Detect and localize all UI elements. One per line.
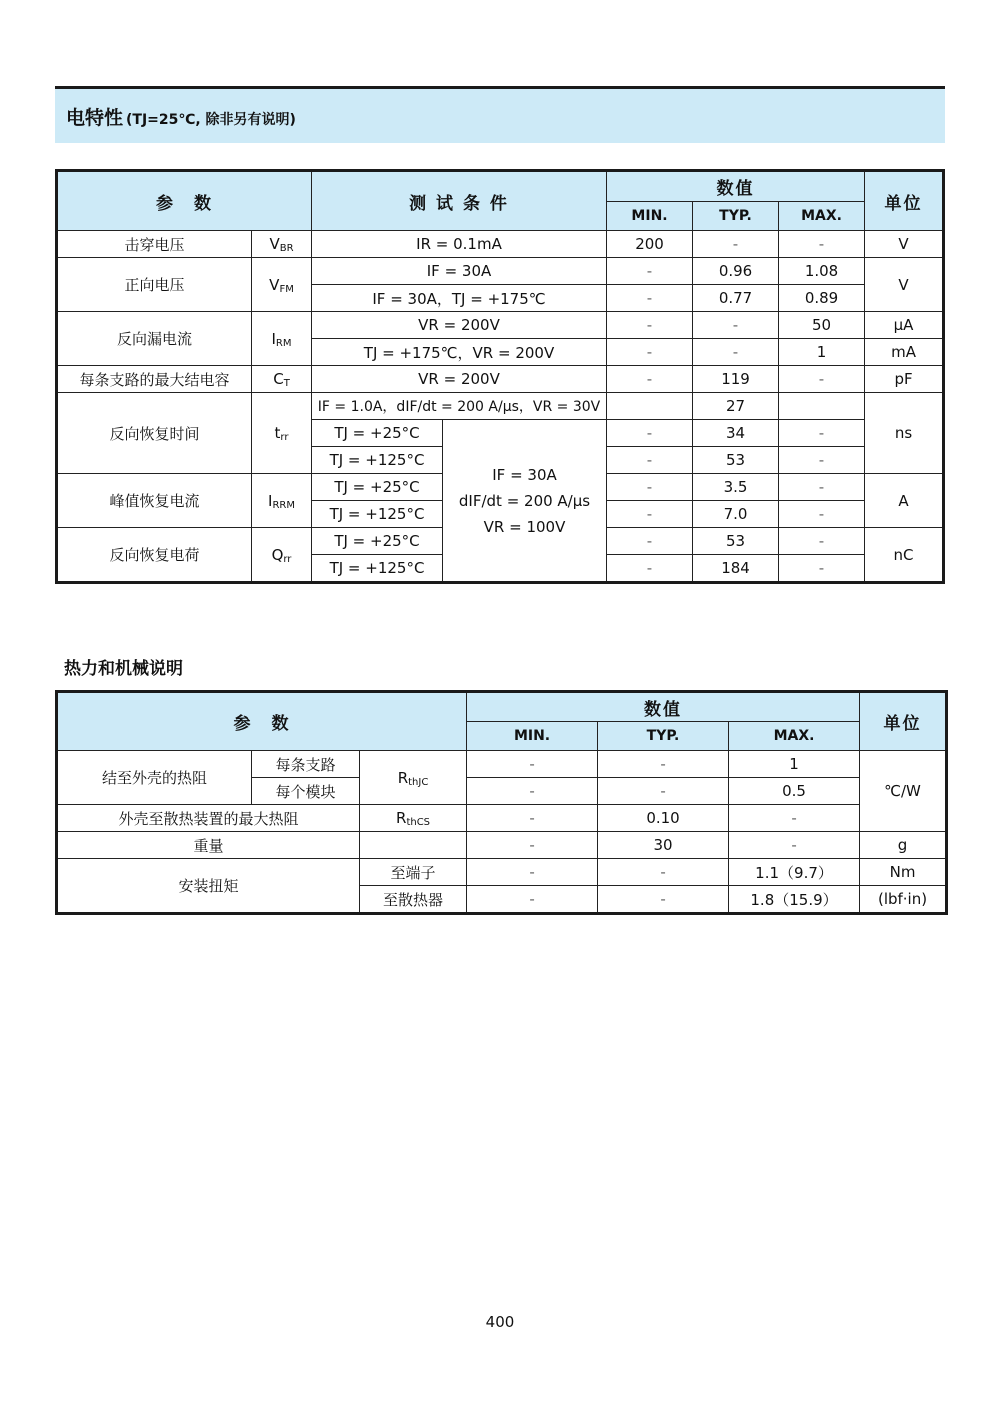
value-max: -	[779, 447, 865, 474]
value-max: -	[779, 555, 865, 583]
value-min: -	[467, 886, 598, 914]
value-typ: 30	[598, 832, 729, 859]
param-symbol	[252, 258, 312, 312]
value-min: -	[467, 832, 598, 859]
header-max: MAX.	[729, 722, 860, 751]
param-name: 每条支路的最大结电容	[57, 366, 252, 393]
temperature-condition: TJ = +25°C	[312, 474, 443, 501]
value-min: -	[607, 501, 693, 528]
param-symbol	[252, 393, 312, 474]
param-name: 安装扭矩	[57, 859, 360, 914]
table-row	[57, 751, 947, 778]
temperature-condition: TJ = +125°C	[312, 501, 443, 528]
value-max: -	[729, 805, 860, 832]
unit: Nm	[860, 859, 947, 886]
header-param: 参 数	[57, 171, 312, 231]
value-typ: -	[693, 231, 779, 258]
value-max	[779, 393, 865, 420]
header-param: 参 数	[57, 692, 467, 751]
param-name: 反向漏电流	[57, 312, 252, 366]
value-max: 1.08	[779, 258, 865, 285]
thermal-mechanical-table	[55, 690, 948, 915]
value-max: 1.8（15.9）	[729, 886, 860, 914]
test-condition: IF = 30A，TJ = +175℃	[312, 285, 607, 312]
page-number: 400	[485, 1313, 515, 1331]
symbol-sub: thCS	[406, 817, 431, 828]
value-typ: -	[693, 312, 779, 339]
value-max: -	[779, 366, 865, 393]
symbol-main: R	[396, 809, 407, 827]
header-max: MAX.	[779, 202, 865, 231]
param-symbol	[360, 832, 467, 859]
shared-cond-line3: VR = 100V	[483, 517, 566, 536]
header-min: MIN.	[467, 722, 598, 751]
unit: ns	[865, 393, 944, 474]
table-row	[57, 832, 947, 859]
symbol-sub: FM	[279, 283, 294, 295]
header-min: MIN.	[607, 202, 693, 231]
value-typ: -	[598, 778, 729, 805]
value-typ: -	[598, 886, 729, 914]
value-min: -	[467, 778, 598, 805]
header-test-condition: 测 试 条 件	[312, 171, 607, 231]
table-row	[57, 393, 944, 420]
symbol-main: I	[271, 329, 276, 348]
value-typ: 0.77	[693, 285, 779, 312]
header-values: 数值	[607, 171, 865, 202]
value-max: -	[779, 231, 865, 258]
param-symbol	[360, 805, 467, 832]
param-name: 重量	[57, 832, 360, 859]
param-symbol	[252, 528, 312, 583]
value-min: -	[607, 528, 693, 555]
value-max: -	[779, 474, 865, 501]
temperature-condition: TJ = +25°C	[312, 420, 443, 447]
value-min: -	[607, 447, 693, 474]
value-typ: 34	[693, 420, 779, 447]
param-name: 正向电压	[57, 258, 252, 312]
header-values: 数值	[467, 692, 860, 722]
symbol-main: V	[269, 235, 280, 253]
unit: V	[865, 231, 944, 258]
value-min: -	[467, 805, 598, 832]
test-condition: IF = 30A	[312, 258, 607, 285]
value-max: 50	[779, 312, 865, 339]
value-typ: -	[598, 859, 729, 886]
unit: pF	[865, 366, 944, 393]
test-condition: IR = 0.1mA	[312, 231, 607, 258]
unit: nC	[865, 528, 944, 583]
value-max: 1.1（9.7）	[729, 859, 860, 886]
value-min: -	[607, 285, 693, 312]
value-min: -	[467, 859, 598, 886]
header-typ: TYP.	[598, 722, 729, 751]
value-typ: 7.0	[693, 501, 779, 528]
sub-param: 每个模块	[252, 778, 360, 805]
symbol-sub: rr	[280, 432, 289, 443]
symbol-sub: rr	[283, 553, 292, 565]
table-row	[57, 805, 947, 832]
value-typ: 53	[693, 528, 779, 555]
symbol-main: R	[397, 768, 409, 787]
value-min: -	[607, 312, 693, 339]
shared-cond-line2: dIF/dt = 200 A/μs	[458, 491, 591, 510]
table-row	[57, 859, 947, 886]
sub-param: 至散热器	[360, 886, 467, 914]
value-min: -	[607, 339, 693, 366]
value-typ: 3.5	[693, 474, 779, 501]
test-condition: TJ = +175℃，VR = 200V	[312, 339, 607, 366]
section-title-condition: (TJ=25℃, 除非另有说明)	[126, 112, 296, 128]
value-typ: -	[693, 339, 779, 366]
value-min: -	[607, 555, 693, 583]
value-typ: -	[598, 751, 729, 778]
header-unit: 单位	[860, 692, 947, 751]
symbol-sub: thJC	[408, 776, 429, 788]
param-name: 反向恢复时间	[57, 393, 252, 474]
param-symbol	[252, 474, 312, 528]
value-min: -	[607, 420, 693, 447]
unit: V	[865, 258, 944, 312]
shared-cond-line1: IF = 30A	[492, 465, 557, 484]
thermal-section-title: 热力和机械说明	[64, 659, 183, 679]
param-symbol	[360, 751, 467, 805]
value-max: -	[779, 501, 865, 528]
param-name: 击穿电压	[57, 231, 252, 258]
param-name: 反向恢复电荷	[57, 528, 252, 583]
value-min	[607, 393, 693, 420]
value-max: 0.89	[779, 285, 865, 312]
symbol-sub: RM	[275, 337, 292, 349]
value-max: -	[779, 420, 865, 447]
value-typ: 27	[693, 393, 779, 420]
value-min: -	[607, 474, 693, 501]
unit: A	[865, 474, 944, 528]
temperature-condition: TJ = +125°C	[312, 555, 443, 583]
value-min: -	[607, 258, 693, 285]
section-title	[66, 103, 296, 130]
symbol-main: t	[274, 424, 281, 442]
symbol-main: Q	[271, 545, 284, 564]
table-row	[57, 312, 944, 339]
temperature-condition: TJ = +25°C	[312, 528, 443, 555]
param-name: 外壳至散热装置的最大热阻	[57, 805, 360, 832]
electrical-characteristics-table	[55, 169, 945, 584]
symbol-main: I	[268, 491, 273, 510]
section-title-text: 电特性	[66, 107, 124, 129]
temperature-condition: TJ = +125°C	[312, 447, 443, 474]
symbol-main: C	[273, 370, 284, 388]
value-max: -	[729, 832, 860, 859]
unit: (lbf·in)	[860, 886, 947, 914]
sub-param: 至端子	[360, 859, 467, 886]
header-unit: 单位	[865, 171, 944, 231]
param-symbol	[252, 366, 312, 393]
value-typ: 184	[693, 555, 779, 583]
value-max: 1	[729, 751, 860, 778]
test-condition: VR = 200V	[312, 312, 607, 339]
symbol-sub: T	[283, 378, 290, 389]
value-min: -	[607, 366, 693, 393]
sub-param: 每条支路	[252, 751, 360, 778]
value-typ: 0.10	[598, 805, 729, 832]
unit: μA	[865, 312, 944, 339]
unit: mA	[865, 339, 944, 366]
table-row	[57, 366, 944, 393]
value-typ: 0.96	[693, 258, 779, 285]
param-symbol	[252, 231, 312, 258]
param-name: 峰值恢复电流	[57, 474, 252, 528]
symbol-sub: RRM	[272, 499, 295, 511]
value-min: 200	[607, 231, 693, 258]
param-symbol	[252, 312, 312, 366]
shared-test-condition	[443, 420, 607, 583]
value-typ: 119	[693, 366, 779, 393]
table-row	[57, 258, 944, 285]
value-max: 1	[779, 339, 865, 366]
value-max: -	[779, 528, 865, 555]
test-condition: VR = 200V	[312, 366, 607, 393]
value-typ: 53	[693, 447, 779, 474]
table-row	[57, 231, 944, 258]
unit: ℃/W	[860, 751, 947, 832]
symbol-main: V	[269, 275, 280, 294]
test-condition: IF = 1.0A，dIF/dt = 200 A/μs，VR = 30V	[312, 393, 607, 420]
unit: g	[860, 832, 947, 859]
value-max: 0.5	[729, 778, 860, 805]
value-min: -	[467, 751, 598, 778]
header-typ: TYP.	[693, 202, 779, 231]
symbol-sub: BR	[279, 243, 294, 254]
param-name: 结至外壳的热阻	[57, 751, 252, 805]
